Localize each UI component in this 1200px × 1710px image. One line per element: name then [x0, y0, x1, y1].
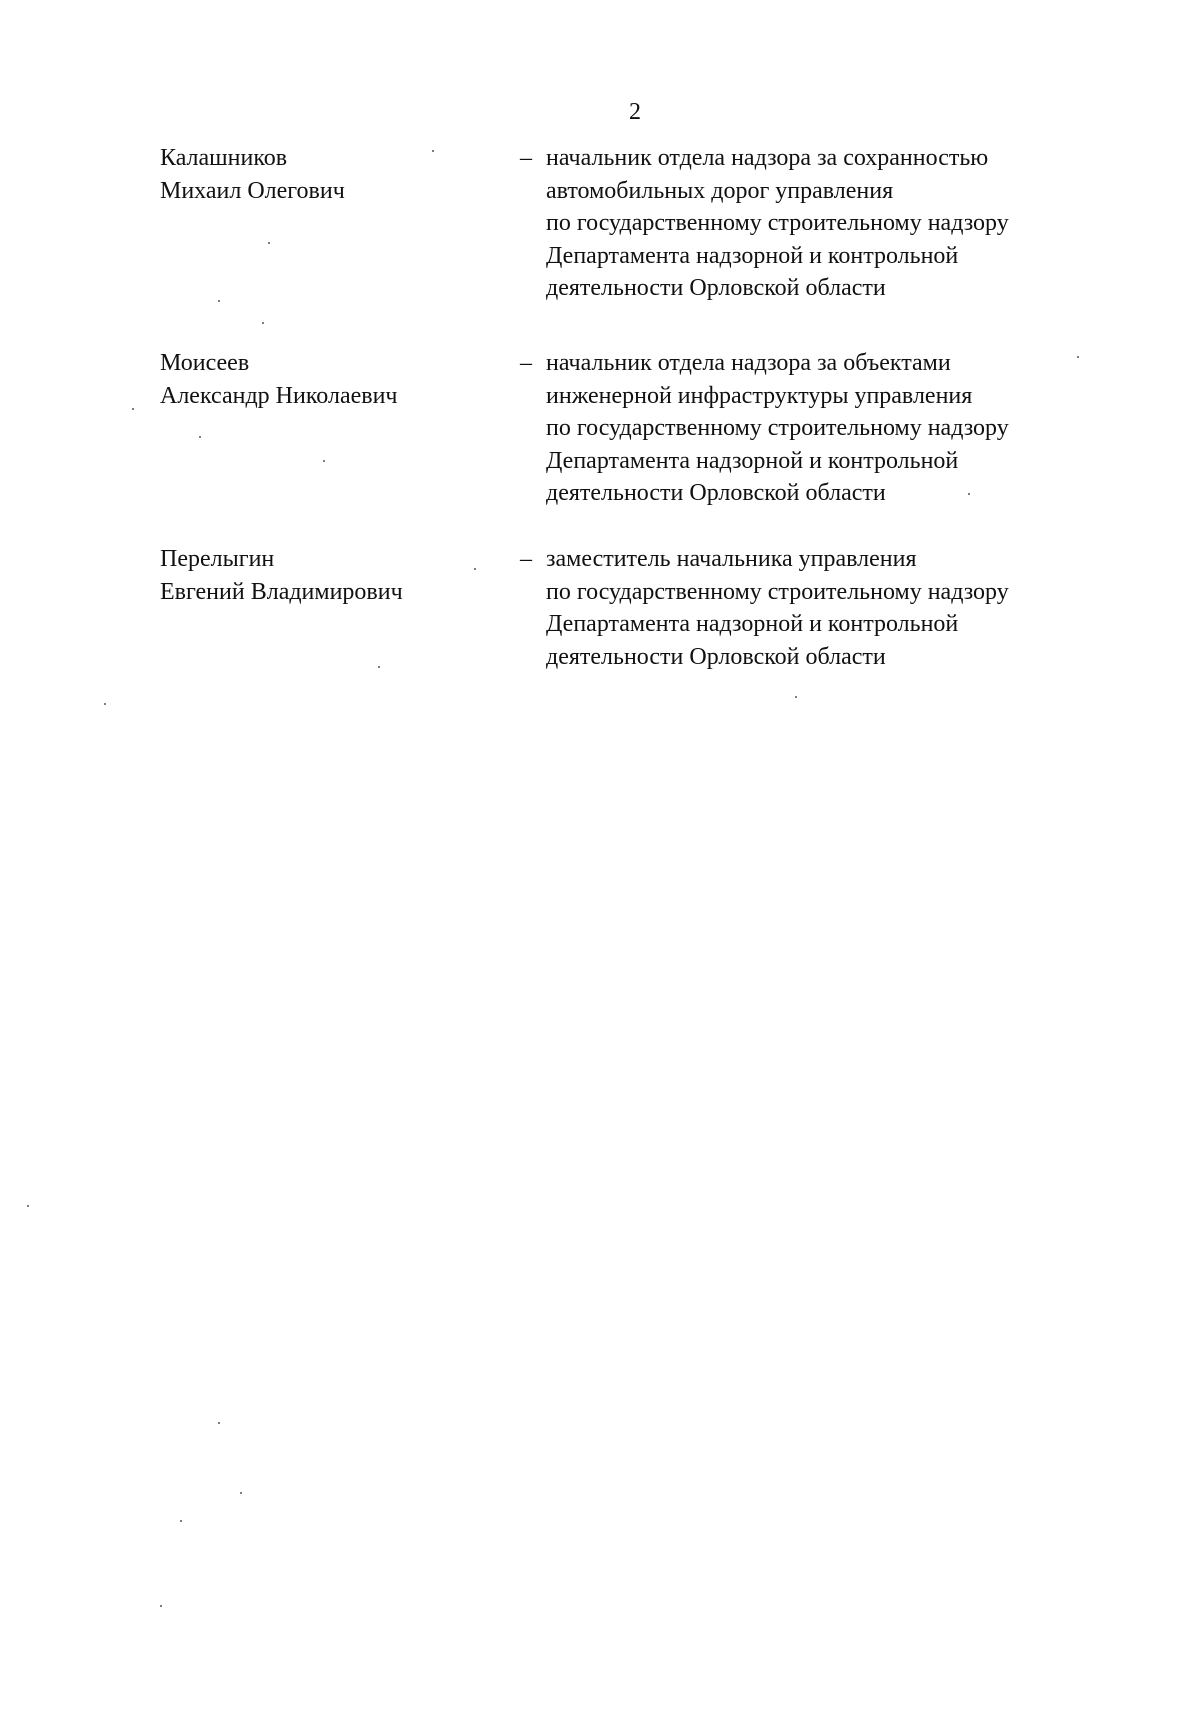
position-line: Департамента надзорной и контрольной: [546, 242, 959, 269]
scan-speck: [268, 242, 270, 244]
position-line: деятельности Орловской области: [546, 480, 886, 506]
position-line: заместитель начальника управления: [546, 546, 917, 572]
surname: Калашников: [160, 145, 288, 171]
person-name: [160, 543, 490, 608]
scan-speck: [795, 696, 797, 698]
position-line: деятельности Орловской области: [546, 275, 886, 301]
position-line: по государственному строительному надзору: [546, 415, 1009, 441]
scan-speck: [27, 1205, 29, 1207]
position-line: деятельности Орловской области: [546, 643, 886, 670]
given-names: Александр Николаевич: [160, 382, 398, 409]
position-line: начальник отдела надзора за сохранностью: [546, 145, 989, 171]
scan-speck: [968, 493, 970, 495]
position-title: [546, 543, 1106, 673]
person-name: [160, 142, 490, 207]
given-names: Евгений Владимирович: [160, 578, 403, 605]
scan-speck: [1077, 356, 1079, 358]
scan-speck: [132, 408, 134, 410]
position-line: начальник отдела надзора за объектами: [546, 350, 951, 376]
scan-speck: [160, 1605, 162, 1607]
given-names: Михаил Олегович: [160, 177, 345, 204]
position-title: [546, 142, 1106, 305]
dash: –: [520, 350, 532, 376]
scan-speck: [432, 150, 434, 152]
position-title: [546, 347, 1106, 510]
dash: –: [520, 145, 532, 171]
dash: –: [520, 546, 532, 572]
scan-speck: [218, 1422, 220, 1424]
position-line: Департамента надзорной и контрольной: [546, 447, 959, 474]
scan-speck: [378, 666, 380, 668]
scan-speck: [474, 568, 476, 570]
surname: Перелыгин: [160, 546, 275, 572]
position-line: по государственному строительному надзору: [546, 210, 1009, 236]
scan-speck: [218, 300, 220, 302]
position-line: по государственному строительному надзору: [546, 578, 1009, 605]
surname: Моисеев: [160, 350, 250, 376]
scan-speck: [323, 460, 325, 462]
scan-speck: [240, 1492, 242, 1494]
position-line: автомобильных дорог управления: [546, 177, 894, 204]
scan-speck: [104, 703, 106, 705]
position-line: инженерной инфраструктуры управления: [546, 382, 973, 409]
scan-speck: [180, 1520, 182, 1522]
page-number: 2: [629, 99, 641, 125]
position-line: Департамента надзорной и контрольной: [546, 611, 959, 637]
person-name: [160, 347, 490, 412]
scan-speck: [199, 436, 201, 438]
scan-speck: [262, 322, 264, 324]
